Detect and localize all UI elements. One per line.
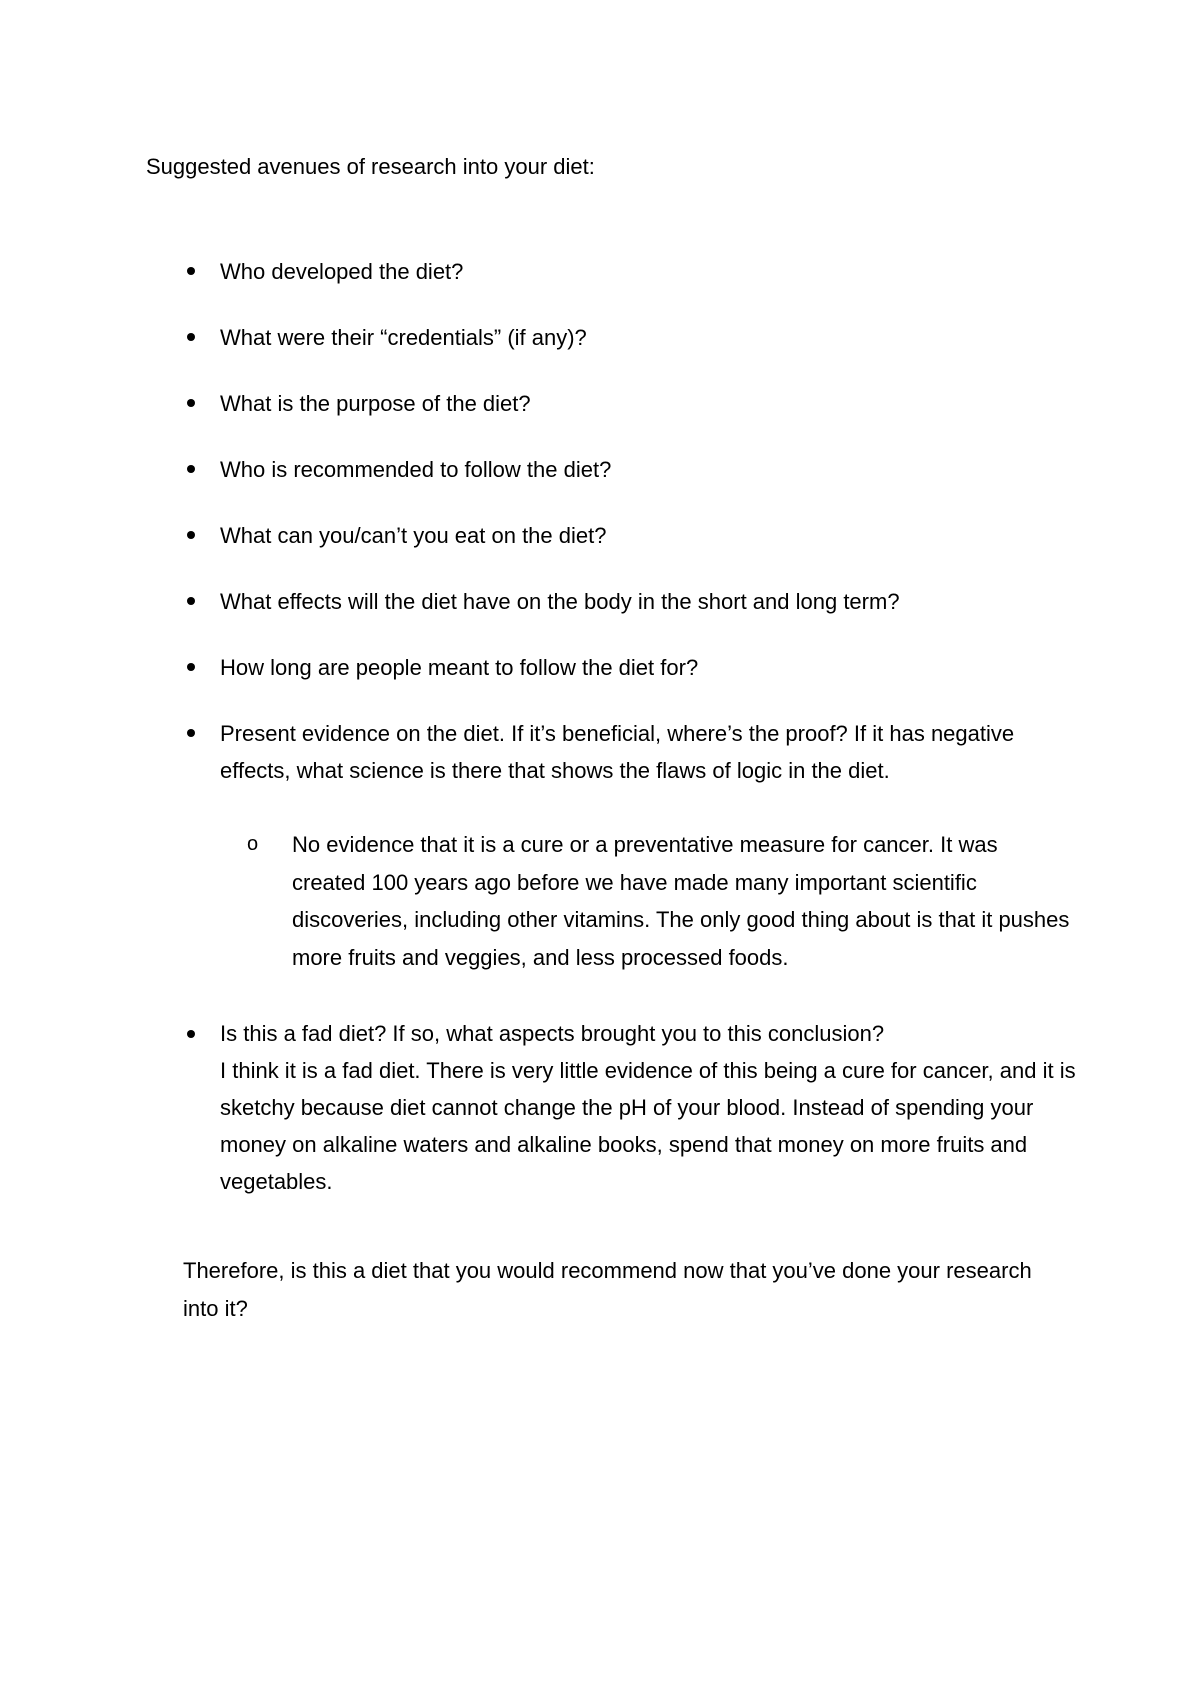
bullet-marker [187,729,195,737]
bullet-marker [187,1030,195,1038]
bullet-answer: I think it is a fad diet. There is very little evidence of this being a cure for cancer, and it is sketchy because diet cannot change the pH of your blood. Instead of spending your money on alkaline waters and alkaline books, spend that money on more fruits and vegetables. [220,1058,1076,1194]
bullet-marker [187,333,195,341]
bullet-item: What were their “credentials” (if any)? [220,325,587,350]
bullet-item: What is the purpose of the diet? [220,391,531,416]
bullet-item: Present evidence on the diet. If it’s beneficial, where’s the proof? If it has negative effects, what science is there that shows the flaws of logic in the diet. [220,721,1015,783]
bullet-item: What can you/can’t you eat on the diet? [220,523,607,548]
bullet-marker [187,663,195,671]
intro-heading: Suggested avenues of research into your diet: [146,154,595,179]
bullet-item: Is this a fad diet? If so, what aspects brought you to this conclusion? [220,1021,885,1046]
bullet-item: What effects will the diet have on the body in the short and long term? [220,589,900,614]
bullet-marker [187,399,195,407]
bullet-item: Who is recommended to follow the diet? [220,457,612,482]
bullet-marker [187,267,195,275]
sub-bullet-marker: o [247,833,259,855]
conclusion-paragraph: Therefore, is this a diet that you would recommend now that you’ve done your research into it? [183,1258,1032,1321]
bullet-item: How long are people meant to follow the diet for? [220,655,699,680]
sub-bullet-item: No evidence that it is a cure or a preventative measure for cancer. It was created 100 years ago before we have made many important scientific discoveries, including other vitamins. The only good thing about is that it pushes more fruits and veggies, and less processed foods. [292,832,1070,970]
bullet-item: Who developed the diet? [220,259,464,284]
bullet-marker [187,465,195,473]
bullet-marker [187,597,195,605]
bullet-marker [187,531,195,539]
